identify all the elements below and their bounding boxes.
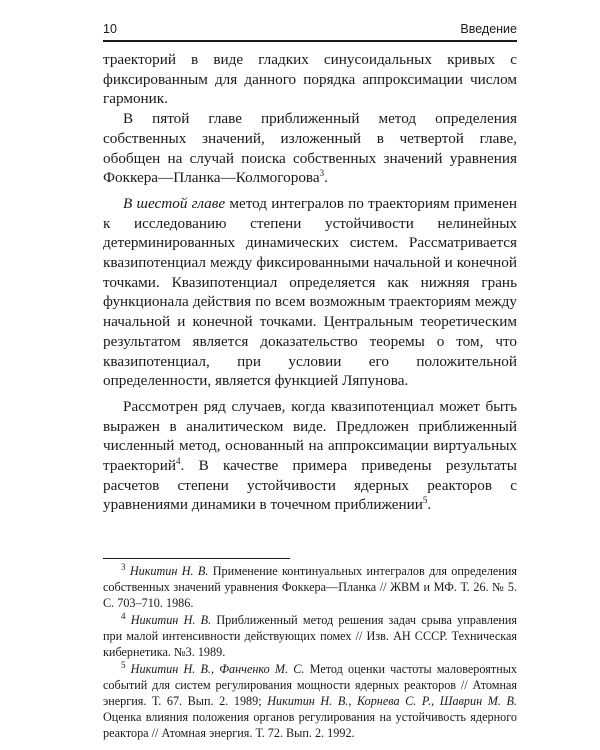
footnote-ref-3: 3 [319, 168, 325, 179]
footnote-5: $^5$ Никитин Н. В., Фанченко М. С. Метод оценки частоты маловероятных событий для систем регулирования мощности ядерных реакторов // Атомная энергия. Т. 67. Вып. 2. 1989; Никитин Н. В., Корнева С. Р., Шаврин М. В. Оценка влияния положения органов регулирования на устойчивость ядерного реактора // Атомная энергия. Т. 72. Вып. 2. 1992. [103, 659, 518, 740]
paragraph-2: В пятой главе приближенный метод определения собственных значений, изложенный в четвертой главе, обобщен на случай поиска собственных значений уравнения Фоккера—Планка—Колмогорова$^3$. [103, 110, 517, 187]
paragraph-1: траекторий в виде гладких синусоидальных кривых с фиксированным для данного порядка аппроксимации числом гармоник. [103, 51, 517, 108]
chapter-six-lead: В шестой главе [123, 194, 226, 212]
header-rule [103, 40, 517, 42]
running-header [103, 18, 517, 42]
footnote-ref-5: 5 [422, 495, 428, 506]
paragraph-3: В шестой главе метод интегралов по траекториям применен к исследованию степени устойчивости нелинейных детерминированных динамических систем. Рассматривается квазипотенциал между фиксированными начальной и конечной точками. Квазипотенциал определяется как нижняя грань функционала действия по всем возможным траекториям между начальной и конечной точками. Центральным теоретическим результатом является доказательство теоремы о том, что квазипотенциал, при условии его положительной определенности, является функцией Ляпунова. [103, 194, 517, 390]
page-number: 10 [103, 22, 117, 36]
body-text [103, 50, 517, 515]
footnotes [103, 563, 517, 741]
section-title: Введение [460, 22, 517, 36]
footnote-ref-4: 4 [175, 456, 181, 466]
footnote-rule [103, 558, 290, 559]
paragraph-4: Рассмотрен ряд случаев, когда квазипотенциал может быть выражен в аналитическом виде. Предложен приближенный численный метод, основанный на аппроксимации виртуальных траекторий$^4$. В качестве примера приведены результаты расчетов степени устойчивости ядерных реакторов с уравнениями динамики в точечном приближении$^5$. [103, 397, 517, 514]
footnote-3: $^3$ Никитин Н. В. Применение континуальных интегралов для определения собственных значений уравнения Фоккера—Планка // ЖВМ и МФ. Т. 26. № 5. С. 703–710. 1986. [103, 561, 517, 610]
footnote-4: $^4$ Никитин Н. В. Приближенный метод решения задач срыва управления при малой интенсивности действующих помех // Изв. АН СССР. Техническая кибернетика. №3. 1989. [103, 610, 517, 659]
